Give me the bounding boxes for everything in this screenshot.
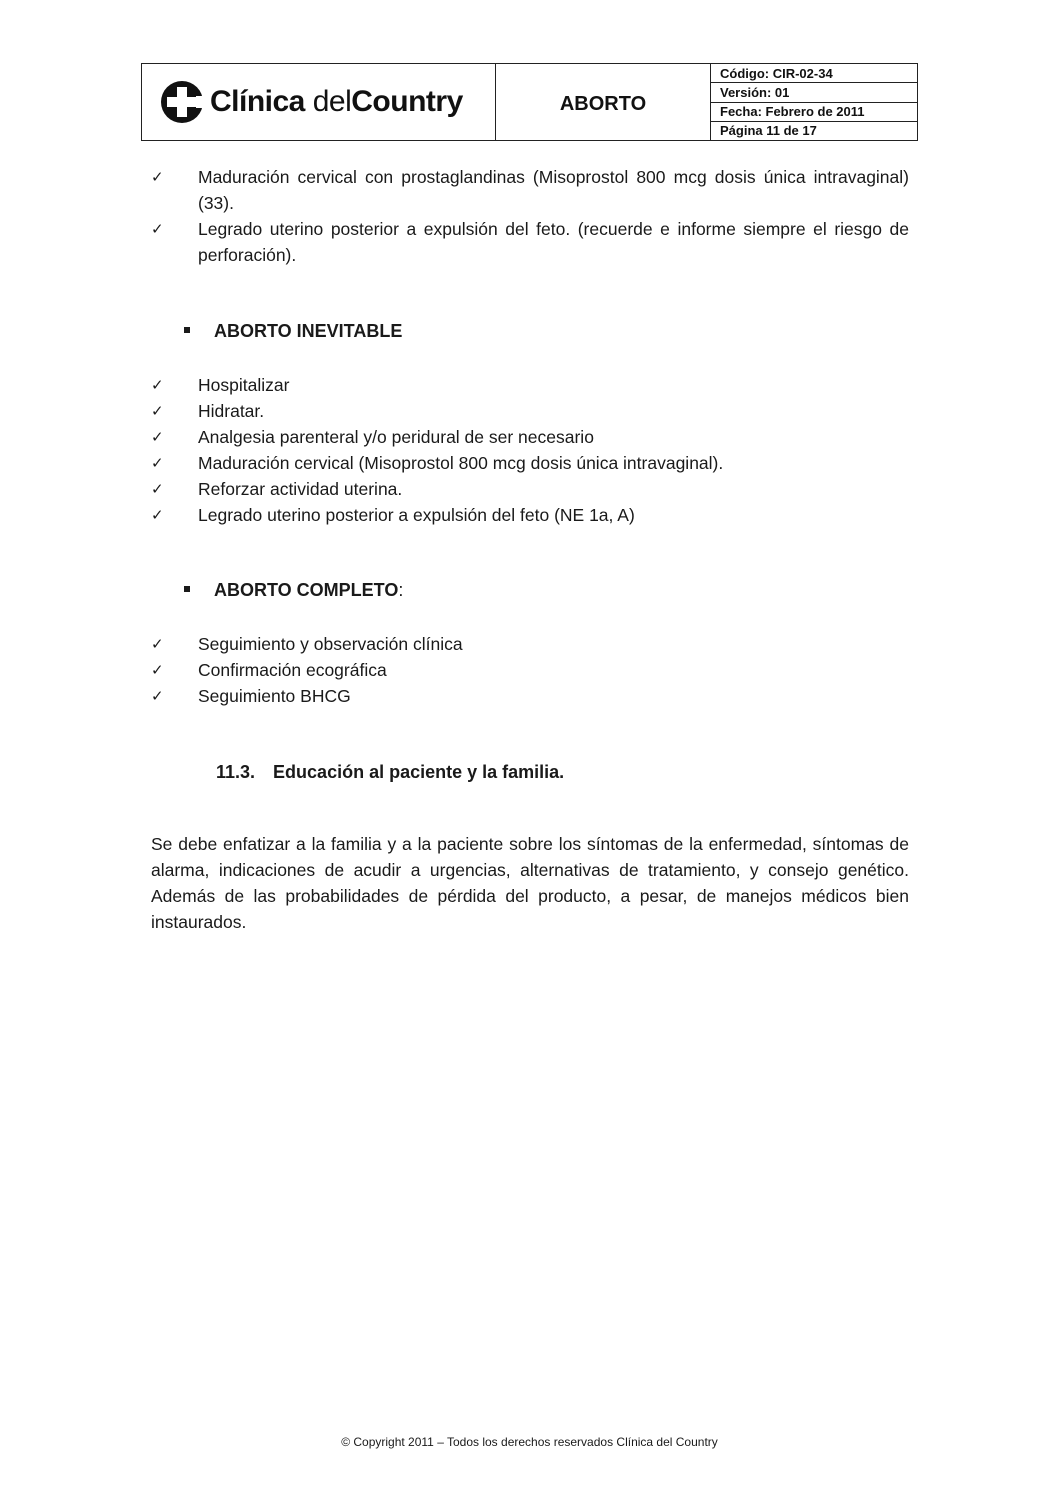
list-item-text: Hidratar. — [198, 401, 265, 421]
list-item — [151, 372, 909, 398]
list-item — [151, 450, 909, 476]
list-item — [151, 424, 909, 450]
list-item — [151, 398, 909, 424]
list-item — [151, 502, 909, 528]
body-paragraph: Se debe enfatizar a la familia y a la paciente sobre los síntomas de la enfermedad, síntomas de alarma, indicaciones de acudir a urgencias, alternativas de tratamiento, y consejo genético. Además de las probabilidades de pérdida del producto, a pesar, de manejos médicos bien instaurados. — [151, 834, 909, 932]
list-item-text: Hospitalizar — [198, 375, 290, 395]
clinic-cross-logo-icon — [160, 80, 204, 124]
checkmark-icon: ✓ — [151, 661, 164, 679]
checkmark-icon: ✓ — [151, 506, 164, 524]
meta-version: Versión: 01 — [711, 83, 917, 102]
section-heading-completo — [184, 580, 403, 601]
subsection-number: 11.3. — [216, 762, 256, 782]
list-item-text: Seguimiento BHCG — [198, 686, 351, 706]
list-item-text: Seguimiento y observación clínica — [198, 634, 463, 654]
square-bullet-icon — [184, 586, 190, 592]
list-item — [151, 657, 909, 683]
checkmark-icon: ✓ — [151, 220, 164, 238]
document-header — [141, 63, 918, 141]
list-item — [151, 631, 909, 657]
meta-codigo: Código: CIR-02-34 — [711, 64, 917, 83]
list-item-text: Maduración cervical (Misoprostol 800 mcg dosis única intravaginal). — [198, 453, 724, 473]
list-item — [151, 683, 909, 709]
list-item — [151, 476, 909, 502]
list-item — [151, 216, 909, 268]
checkmark-icon: ✓ — [151, 480, 164, 498]
checkmark-icon: ✓ — [151, 402, 164, 420]
subsection-title: Educación al paciente y la familia. — [273, 762, 565, 782]
logo-word-del: del — [312, 85, 352, 118]
copyright-footer: © Copyright 2011 – Todos los derechos reservados Clínica del Country — [341, 1435, 718, 1449]
section-heading-text: ABORTO INEVITABLE — [214, 321, 403, 341]
checkmark-icon: ✓ — [151, 376, 164, 394]
meta-pagina: Página 11 de 17 — [720, 123, 817, 139]
checkmark-icon: ✓ — [151, 168, 164, 186]
document-title: ABORTO — [496, 64, 711, 140]
list-item-text: Analgesia parenteral y/o peridural de ser necesario — [198, 427, 594, 447]
list-item-text: Legrado uterino posterior a expulsión del feto. (recuerde e informe siempre el riesgo de perforación). — [198, 219, 909, 265]
checkmark-icon: ✓ — [151, 428, 164, 446]
logo-word-country: Country — [351, 85, 463, 118]
checkmark-icon: ✓ — [151, 635, 164, 653]
square-bullet-icon — [184, 327, 190, 333]
logo-word-clinica: Clínica — [210, 85, 305, 118]
list-item-text: Reforzar actividad uterina. — [198, 479, 403, 499]
list-item-text: Maduración cervical con prostaglandinas (Misoprostol 800 mcg dosis única intravaginal) (33). — [198, 167, 909, 213]
checkmark-icon: ✓ — [151, 687, 164, 705]
subsection-heading — [216, 762, 564, 783]
list-item — [151, 164, 909, 216]
list-item-text: Legrado uterino posterior a expulsión del feto (NE 1a, A) — [198, 505, 635, 525]
section-heading-inevitable — [184, 321, 402, 342]
list-item-text: Confirmación ecográfica — [198, 660, 387, 680]
meta-fecha: Fecha: Febrero de 2011 — [711, 103, 917, 122]
checkmark-icon: ✓ — [151, 454, 164, 472]
section-heading-suffix: : — [398, 580, 404, 600]
document-meta — [711, 64, 917, 140]
logo-wordmark — [210, 85, 463, 119]
section-heading-text: ABORTO COMPLETO — [214, 580, 399, 600]
logo — [142, 64, 496, 140]
